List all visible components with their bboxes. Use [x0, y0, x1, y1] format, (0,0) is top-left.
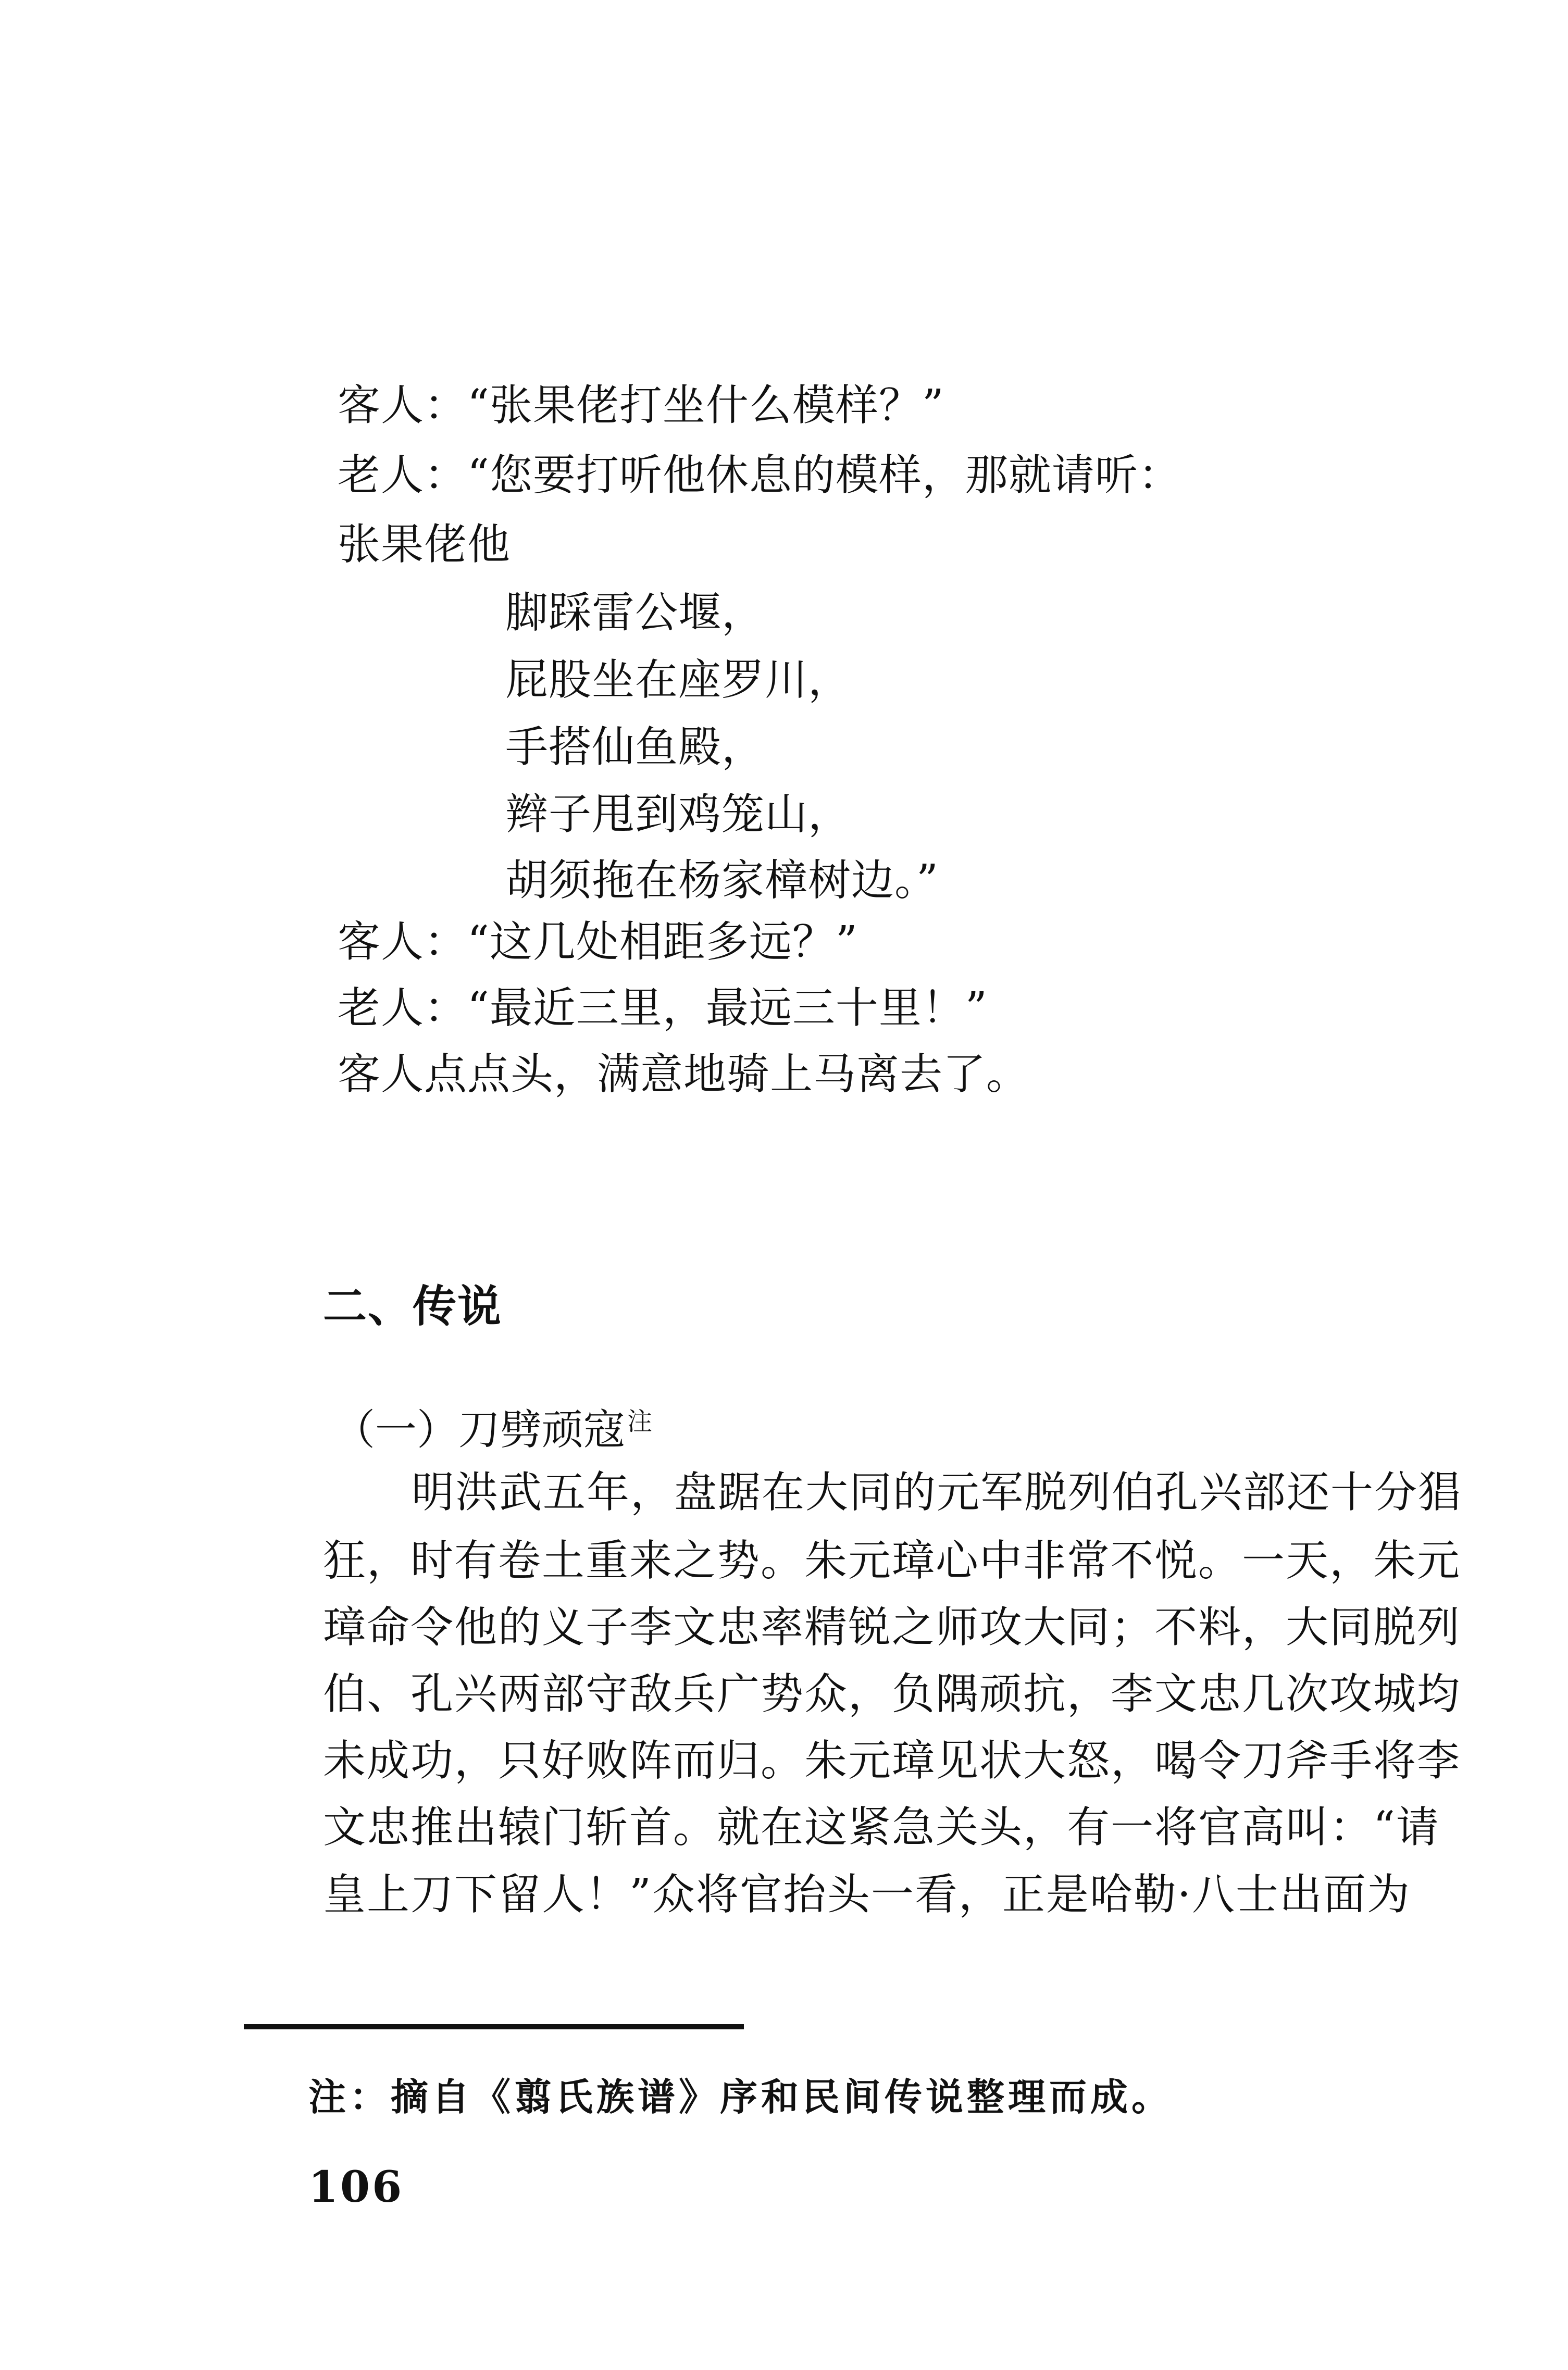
- dialogue-line: 老人：“最近三里，最远三十里！”: [338, 983, 988, 1033]
- dialogue-line: 客人：“张果佬打坐什么模样？”: [338, 381, 944, 430]
- verse-line: 屁股坐在座罗川，: [505, 655, 852, 705]
- dialogue-line: 客人：“这几处相距多远？”: [338, 917, 858, 967]
- dialogue-line: 客人点点头，满意地骑上马离去了。: [338, 1050, 1030, 1099]
- dialogue-line: 张果佬他: [338, 520, 511, 569]
- story-title-note: 注: [627, 1407, 653, 1436]
- paragraph-line: 璋命令他的义子李文忠率精锐之师攻大同；不料，大同脱列: [323, 1603, 1461, 1652]
- story-title: [333, 1405, 653, 1454]
- footnote-divider: [244, 2024, 744, 2029]
- verse-line: 辫子甩到鸡笼山，: [505, 790, 852, 839]
- paragraph-line: 未成功，只好败阵而归。朱元璋见状大怒，喝令刀斧手将李: [323, 1736, 1461, 1786]
- paragraph-line: 狂，时有卷土重来之势。朱元璋心中非常不悦。一天，朱元: [323, 1536, 1461, 1586]
- paragraph-line: 伯、孔兴两部守敌兵广势众，负隅顽抗，李文忠几次攻城均: [323, 1669, 1461, 1719]
- story-title-text: （一）刀劈顽寇: [333, 1405, 625, 1454]
- verse-line: 手搭仙鱼殿，: [505, 722, 765, 772]
- footnote: 注：摘自《翦氏族谱》序和民间传说整理而成。: [308, 2075, 1173, 2119]
- paragraph-line: 明洪武五年，盘踞在大同的元军脱列伯孔兴部还十分猖: [412, 1468, 1462, 1517]
- verse-line: 胡须拖在杨家樟树边。”: [505, 856, 939, 905]
- paragraph-line: 皇上刀下留人！”众将官抬头一看，正是哈勒·八士出面为: [323, 1870, 1411, 1919]
- page-number: 106: [308, 2162, 404, 2212]
- verse-line: 脚踩雷公堰，: [505, 588, 765, 638]
- paragraph-line: 文忠推出辕门斩首。就在这紧急关头，有一将官高叫：“请: [323, 1803, 1440, 1852]
- section-heading: 二、传说: [323, 1280, 503, 1332]
- dialogue-line: 老人：“您要打听他休息的模样，那就请听：: [338, 451, 1181, 500]
